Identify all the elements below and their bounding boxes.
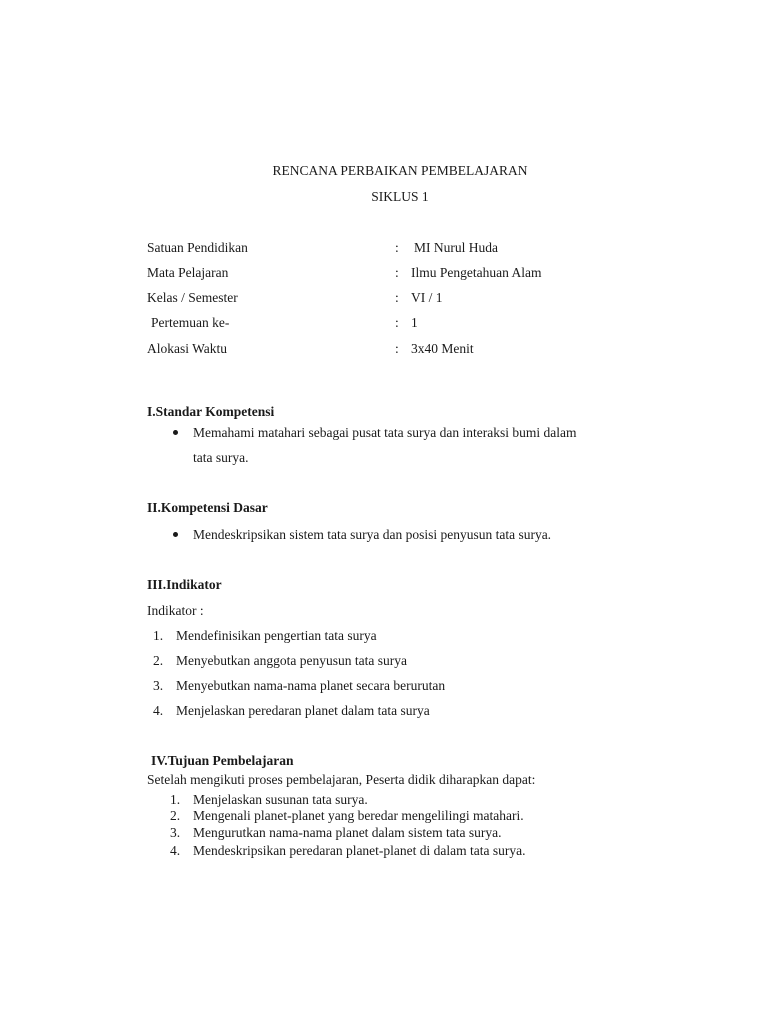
list-number: 3.: [153, 678, 164, 693]
info-separator: :: [395, 240, 399, 255]
info-value: MI Nurul Huda: [414, 240, 498, 255]
info-separator: :: [395, 265, 399, 280]
indikator-intro: Indikator :: [147, 603, 204, 618]
section-heading-tujuan-pembelajaran: IV.Tujuan Pembelajaran: [151, 753, 294, 768]
info-separator: :: [395, 315, 399, 330]
info-label: Satuan Pendidikan: [147, 240, 248, 255]
section-heading-indikator: III.Indikator: [147, 577, 222, 592]
bullet-text-continued: tata surya.: [193, 450, 249, 465]
list-number: 2.: [153, 653, 164, 668]
info-value: 1: [411, 315, 418, 330]
bullet-icon: [173, 532, 178, 537]
list-item: Mengenali planet-planet yang beredar mengelilingi matahari.: [193, 808, 524, 823]
info-label: Kelas / Semester: [147, 290, 238, 305]
section-heading-standar-kompetensi: I.Standar Kompetensi: [147, 404, 275, 419]
list-number: 1.: [153, 628, 164, 643]
list-item: Mengurutkan nama-nama planet dalam sistem tata surya.: [193, 825, 502, 840]
list-number: 4.: [153, 703, 164, 718]
list-number: 2.: [170, 808, 181, 823]
list-item: Menyebutkan anggota penyusun tata surya: [176, 653, 407, 668]
list-item: Mendeskripsikan peredaran planet-planet di dalam tata surya.: [193, 843, 526, 858]
section-heading-kompetensi-dasar: II.Kompetensi Dasar: [147, 500, 268, 515]
info-value: VI / 1: [411, 290, 443, 305]
info-separator: :: [395, 290, 399, 305]
list-number: 1.: [170, 792, 181, 807]
document-subtitle: SIKLUS 1: [371, 189, 429, 204]
list-number: 4.: [170, 843, 181, 858]
list-number: 3.: [170, 825, 181, 840]
bullet-text: Memahami matahari sebagai pusat tata surya dan interaksi bumi dalam: [193, 425, 577, 440]
list-item: Mendefinisikan pengertian tata surya: [176, 628, 377, 643]
info-value: 3x40 Menit: [411, 341, 474, 356]
info-label: Alokasi Waktu: [147, 341, 228, 356]
list-item: Menyebutkan nama-nama planet secara berurutan: [176, 678, 446, 693]
bullet-icon: [173, 430, 178, 435]
tujuan-intro: Setelah mengikuti proses pembelajaran, Peserta didik diharapkan dapat:: [147, 772, 536, 787]
list-item: Menjelaskan susunan tata surya.: [193, 792, 368, 807]
info-separator: :: [395, 341, 399, 356]
bullet-text: Mendeskripsikan sistem tata surya dan posisi penyusun tata surya.: [193, 527, 552, 542]
list-item: Menjelaskan peredaran planet dalam tata surya: [176, 703, 430, 718]
info-label: Mata Pelajaran: [147, 265, 229, 280]
document-title: RENCANA PERBAIKAN PEMBELAJARAN: [272, 163, 528, 178]
info-label: Pertemuan ke-: [151, 315, 230, 330]
info-value: Ilmu Pengetahuan Alam: [411, 265, 542, 280]
